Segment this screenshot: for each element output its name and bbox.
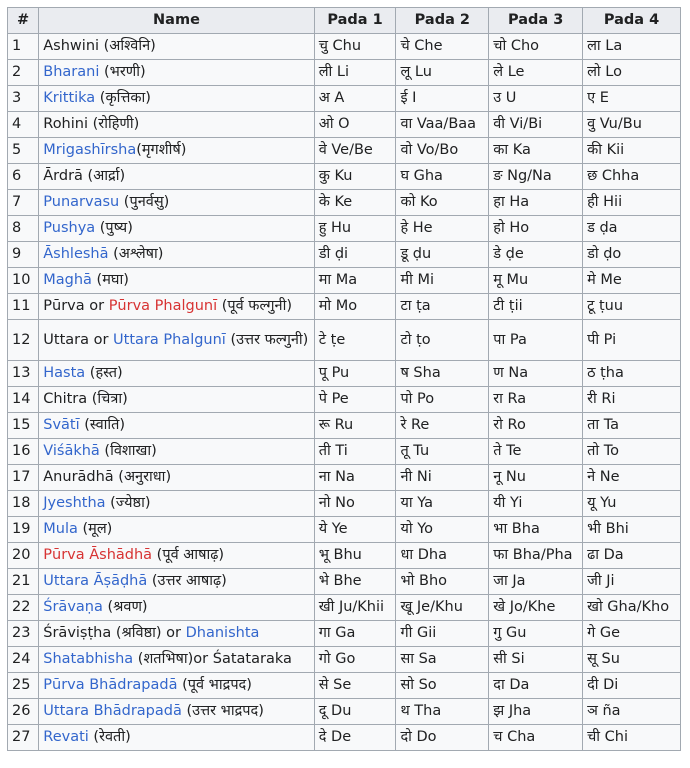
- nakshatra-name-cell: [39, 34, 314, 60]
- nakshatra-name-cell: [39, 190, 314, 216]
- table-row: [8, 647, 681, 673]
- nakshatra-link[interactable]: Viśākhā: [43, 443, 100, 459]
- nakshatra-link[interactable]: Pūrva Bhādrapadā: [43, 677, 178, 693]
- pada-2-cell: सो So: [396, 673, 489, 699]
- pada-4-cell: जी Ji: [583, 569, 681, 595]
- table-row: [8, 34, 681, 60]
- pada-3-cell: मू Mu: [489, 268, 583, 294]
- pada-1-cell: ली Li: [314, 60, 396, 86]
- pada-1-cell: मो Mo: [314, 294, 396, 320]
- nakshatra-name-cell: [39, 673, 314, 699]
- pada-3-cell: झ Jha: [489, 699, 583, 725]
- nakshatra-link[interactable]: Punarvasu: [43, 194, 120, 210]
- pada-3-cell: फा Bha/Pha: [489, 543, 583, 569]
- row-number: 2: [8, 60, 39, 86]
- pada-1-cell: वे Ve/Be: [314, 138, 396, 164]
- nakshatra-name-cell: [39, 86, 314, 112]
- pada-3-cell: ङ Ng/Na: [489, 164, 583, 190]
- nakshatra-name-cell: [39, 543, 314, 569]
- table-row: [8, 320, 681, 361]
- pada-1-cell: दू Du: [314, 699, 396, 725]
- nakshatra-link[interactable]: Uttara Phalgunī: [113, 331, 226, 348]
- pada-1-cell: ये Ye: [314, 517, 396, 543]
- nakshatra-link[interactable]: Svātī: [43, 417, 80, 433]
- nakshatra-name-cell: [39, 725, 314, 751]
- nakshatra-name-text: (पूर्व आषाढ़): [152, 547, 225, 563]
- pada-3-cell: ण Na: [489, 361, 583, 387]
- nakshatra-name-text: Ārdrā (आर्द्रा): [43, 168, 126, 184]
- table-row: [8, 491, 681, 517]
- table-body: [8, 34, 681, 751]
- pada-4-cell: गे Ge: [583, 621, 681, 647]
- nakshatra-link[interactable]: Hasta: [43, 365, 86, 381]
- nakshatra-name-text: (हस्त): [85, 365, 123, 381]
- nakshatra-name-text: (उत्तर आषाढ़): [147, 573, 227, 589]
- row-number: 20: [8, 543, 39, 569]
- pada-4-cell: सू Su: [583, 647, 681, 673]
- pada-1-cell: ती Ti: [314, 439, 396, 465]
- table-row: [8, 673, 681, 699]
- nakshatra-name-cell: [39, 569, 314, 595]
- pada-2-cell: पो Po: [396, 387, 489, 413]
- row-number: 3: [8, 86, 39, 112]
- nakshatra-link[interactable]: Dhanishta: [185, 625, 260, 641]
- pada-2-cell: लू Lu: [396, 60, 489, 86]
- row-number: 27: [8, 725, 39, 751]
- pada-1-cell: भे Bhe: [314, 569, 396, 595]
- nakshatra-name-cell: [39, 164, 314, 190]
- table-row: [8, 387, 681, 413]
- nakshatra-name-text: (श्रवण): [102, 599, 148, 615]
- pada-4-cell: ने Ne: [583, 465, 681, 491]
- nakshatra-name-text: (उत्तर फल्गुनी): [225, 331, 309, 348]
- pada-2-cell: चे Che: [396, 34, 489, 60]
- nakshatra-name-cell: [39, 699, 314, 725]
- nakshatra-name-cell: [39, 465, 314, 491]
- pada-2-cell: दो Do: [396, 725, 489, 751]
- pada-2-cell: खू Je/Khu: [396, 595, 489, 621]
- nakshatra-name-cell: [39, 320, 314, 361]
- nakshatra-name-cell: [39, 138, 314, 164]
- table-row: [8, 242, 681, 268]
- nakshatra-link[interactable]: Uttara Bhādrapadā: [43, 703, 182, 719]
- pada-4-cell: ठ ṭha: [583, 361, 681, 387]
- nakshatra-name-cell: [39, 647, 314, 673]
- pada-4-cell: ञ ña: [583, 699, 681, 725]
- nakshatra-link[interactable]: Uttara Āṣāḍhā: [43, 573, 148, 589]
- pada-3-cell: चो Cho: [489, 34, 583, 60]
- pada-3-cell: च Cha: [489, 725, 583, 751]
- nakshatra-name-text: (पूर्व भाद्रपद): [177, 677, 252, 693]
- nakshatra-name-text: Pūrva or: [43, 298, 109, 314]
- row-number: 5: [8, 138, 39, 164]
- pada-3-cell: नू Nu: [489, 465, 583, 491]
- row-number: 15: [8, 413, 39, 439]
- table-row: [8, 361, 681, 387]
- nakshatra-name-text: (मघा): [91, 272, 129, 288]
- nakshatra-name-text: Chitra (चित्रा): [43, 391, 128, 407]
- nakshatra-name-text: (भरणी): [99, 64, 146, 80]
- table-row: [8, 268, 681, 294]
- nakshatra-name-cell: [39, 294, 314, 320]
- pada-4-cell: ड ḍa: [583, 216, 681, 242]
- pada-3-cell: उ U: [489, 86, 583, 112]
- pada-4-cell: खो Gha/Kho: [583, 595, 681, 621]
- nakshatra-name-text: (पूर्व फल्गुनी): [217, 298, 293, 314]
- pada-2-cell: को Ko: [396, 190, 489, 216]
- nakshatra-name-cell: [39, 413, 314, 439]
- pada-1-cell: पे Pe: [314, 387, 396, 413]
- pada-3-cell: ते Te: [489, 439, 583, 465]
- pada-3-cell: रा Ra: [489, 387, 583, 413]
- table-row: [8, 465, 681, 491]
- pada-1-cell: गो Go: [314, 647, 396, 673]
- pada-4-cell: री Ri: [583, 387, 681, 413]
- nakshatra-name-cell: [39, 242, 314, 268]
- pada-4-cell: मे Me: [583, 268, 681, 294]
- row-number: 11: [8, 294, 39, 320]
- nakshatra-name-text: (मृगशीर्ष): [136, 142, 187, 158]
- nakshatra-redlink[interactable]: Pūrva Āshādhā: [43, 547, 153, 563]
- pada-2-cell: तू Tu: [396, 439, 489, 465]
- pada-3-cell: हो Ho: [489, 216, 583, 242]
- pada-2-cell: सा Sa: [396, 647, 489, 673]
- nakshatra-pada-table: [7, 7, 681, 751]
- header-pada-3[interactable]: Pada 3: [489, 8, 583, 34]
- pada-2-cell: वो Vo/Bo: [396, 138, 489, 164]
- header-pada-4[interactable]: Pada 4: [583, 8, 681, 34]
- row-number: 1: [8, 34, 39, 60]
- nakshatra-name-cell: [39, 112, 314, 138]
- row-number: 19: [8, 517, 39, 543]
- pada-2-cell: ई I: [396, 86, 489, 112]
- nakshatra-link[interactable]: Mula: [43, 521, 78, 537]
- nakshatra-name-text: Anurādhā (अनुराधा): [43, 469, 172, 485]
- pada-3-cell: हा Ha: [489, 190, 583, 216]
- header-number[interactable]: #: [8, 8, 39, 34]
- table-row: [8, 439, 681, 465]
- table-row: [8, 294, 681, 320]
- row-number: 9: [8, 242, 39, 268]
- pada-4-cell: तो To: [583, 439, 681, 465]
- nakshatra-name-text: (स्वाति): [79, 417, 126, 433]
- pada-1-cell: हु Hu: [314, 216, 396, 242]
- pada-2-cell: यो Yo: [396, 517, 489, 543]
- pada-2-cell: ष Sha: [396, 361, 489, 387]
- pada-1-cell: मा Ma: [314, 268, 396, 294]
- nakshatra-name-text: (शतभिषा)or Śatataraka: [133, 651, 292, 667]
- pada-4-cell: वु Vu/Bu: [583, 112, 681, 138]
- nakshatra-name-cell: [39, 439, 314, 465]
- table-row: [8, 595, 681, 621]
- table-row: [8, 699, 681, 725]
- pada-3-cell: खे Jo/Khe: [489, 595, 583, 621]
- table-row: [8, 112, 681, 138]
- table-row: [8, 621, 681, 647]
- row-number: 4: [8, 112, 39, 138]
- nakshatra-link[interactable]: Revati: [43, 729, 89, 745]
- row-number: 12: [8, 320, 39, 361]
- pada-4-cell: डो ḍo: [583, 242, 681, 268]
- pada-4-cell: पी Pi: [583, 320, 681, 361]
- pada-3-cell: वी Vi/Bi: [489, 112, 583, 138]
- row-number: 26: [8, 699, 39, 725]
- pada-1-cell: नो No: [314, 491, 396, 517]
- pada-1-cell: भू Bhu: [314, 543, 396, 569]
- nakshatra-name-text: (उत्तर भाद्रपद): [181, 703, 264, 719]
- pada-2-cell: थ Tha: [396, 699, 489, 725]
- row-number: 21: [8, 569, 39, 595]
- pada-3-cell: रो Ro: [489, 413, 583, 439]
- table-row: [8, 569, 681, 595]
- row-number: 14: [8, 387, 39, 413]
- pada-2-cell: रे Re: [396, 413, 489, 439]
- table-row: [8, 164, 681, 190]
- pada-3-cell: गु Gu: [489, 621, 583, 647]
- pada-4-cell: यू Yu: [583, 491, 681, 517]
- pada-2-cell: मी Mi: [396, 268, 489, 294]
- row-number: 13: [8, 361, 39, 387]
- pada-1-cell: ओ O: [314, 112, 396, 138]
- header-pada-2[interactable]: Pada 2: [396, 8, 489, 34]
- pada-2-cell: हे He: [396, 216, 489, 242]
- pada-1-cell: चु Chu: [314, 34, 396, 60]
- pada-1-cell: रू Ru: [314, 413, 396, 439]
- pada-1-cell: टे ṭe: [314, 320, 396, 361]
- pada-3-cell: टी ṭii: [489, 294, 583, 320]
- pada-4-cell: की Kii: [583, 138, 681, 164]
- row-number: 16: [8, 439, 39, 465]
- nakshatra-name-cell: [39, 595, 314, 621]
- row-number: 8: [8, 216, 39, 242]
- table-header-row: [8, 8, 681, 34]
- pada-2-cell: धा Dha: [396, 543, 489, 569]
- pada-4-cell: ही Hii: [583, 190, 681, 216]
- pada-3-cell: पा Pa: [489, 320, 583, 361]
- row-number: 7: [8, 190, 39, 216]
- nakshatra-link[interactable]: Pushya: [43, 220, 96, 236]
- nakshatra-link[interactable]: Krittika: [43, 90, 96, 106]
- pada-1-cell: कु Ku: [314, 164, 396, 190]
- pada-3-cell: भा Bha: [489, 517, 583, 543]
- nakshatra-name-text: (अश्लेषा): [108, 246, 164, 262]
- nakshatra-name-cell: [39, 268, 314, 294]
- nakshatra-name-text: Ashwini (अश्विनि): [43, 38, 156, 54]
- pada-4-cell: टू ṭuu: [583, 294, 681, 320]
- nakshatra-name-cell: [39, 621, 314, 647]
- nakshatra-name-text: Uttara or: [43, 331, 114, 348]
- pada-2-cell: भो Bho: [396, 569, 489, 595]
- pada-2-cell: नी Ni: [396, 465, 489, 491]
- row-number: 17: [8, 465, 39, 491]
- pada-1-cell: अ A: [314, 86, 396, 112]
- nakshatra-link[interactable]: Śrāvaṇa: [43, 599, 103, 615]
- pada-4-cell: ची Chi: [583, 725, 681, 751]
- nakshatra-name-text: (रेवती): [88, 729, 131, 745]
- pada-2-cell: टो ṭo: [396, 320, 489, 361]
- table-row: [8, 543, 681, 569]
- nakshatra-link[interactable]: Shatabhisha: [43, 651, 134, 667]
- row-number: 6: [8, 164, 39, 190]
- pada-4-cell: दी Di: [583, 673, 681, 699]
- pada-2-cell: डू ḍu: [396, 242, 489, 268]
- nakshatra-name-text: Rohini (रोहिणी): [43, 116, 140, 132]
- nakshatra-name-cell: [39, 60, 314, 86]
- nakshatra-link[interactable]: Jyeshtha: [43, 495, 106, 511]
- pada-3-cell: डे ḍe: [489, 242, 583, 268]
- table-row: [8, 413, 681, 439]
- nakshatra-name-text: Śrāviṣṭha (श्रविष्ठा) or: [43, 625, 186, 641]
- nakshatra-link[interactable]: Āshleshā: [43, 246, 109, 262]
- nakshatra-link[interactable]: Maghā: [43, 272, 92, 288]
- nakshatra-name-text: (ज्येष्ठा): [105, 495, 151, 511]
- table-row: [8, 725, 681, 751]
- table-row: [8, 517, 681, 543]
- pada-1-cell: के Ke: [314, 190, 396, 216]
- row-number: 10: [8, 268, 39, 294]
- pada-2-cell: घ Gha: [396, 164, 489, 190]
- nakshatra-link[interactable]: Bharani: [43, 64, 100, 80]
- nakshatra-name-cell: [39, 387, 314, 413]
- header-name[interactable]: Name: [39, 8, 314, 34]
- pada-3-cell: ले Le: [489, 60, 583, 86]
- row-number: 22: [8, 595, 39, 621]
- table-row: [8, 216, 681, 242]
- pada-4-cell: छ Chha: [583, 164, 681, 190]
- pada-3-cell: यी Yi: [489, 491, 583, 517]
- table-row: [8, 190, 681, 216]
- pada-3-cell: सी Si: [489, 647, 583, 673]
- pada-2-cell: टा ṭa: [396, 294, 489, 320]
- row-number: 18: [8, 491, 39, 517]
- pada-2-cell: गी Gii: [396, 621, 489, 647]
- row-number: 25: [8, 673, 39, 699]
- nakshatra-name-text: (विशाखा): [99, 443, 157, 459]
- nakshatra-name-cell: [39, 216, 314, 242]
- pada-1-cell: गा Ga: [314, 621, 396, 647]
- pada-1-cell: ना Na: [314, 465, 396, 491]
- header-pada-1[interactable]: Pada 1: [314, 8, 396, 34]
- row-number: 23: [8, 621, 39, 647]
- table-row: [8, 138, 681, 164]
- nakshatra-name-cell: [39, 491, 314, 517]
- row-number: 24: [8, 647, 39, 673]
- nakshatra-link[interactable]: Mrigashīrsha: [43, 142, 137, 158]
- pada-1-cell: पू Pu: [314, 361, 396, 387]
- nakshatra-name-cell: [39, 517, 314, 543]
- pada-1-cell: खी Ju/Khii: [314, 595, 396, 621]
- pada-2-cell: या Ya: [396, 491, 489, 517]
- table-row: [8, 60, 681, 86]
- nakshatra-name-cell: [39, 361, 314, 387]
- pada-3-cell: जा Ja: [489, 569, 583, 595]
- nakshatra-name-text: (पुष्य): [95, 220, 133, 236]
- pada-2-cell: वा Vaa/Baa: [396, 112, 489, 138]
- pada-4-cell: ता Ta: [583, 413, 681, 439]
- pada-1-cell: डी ḍi: [314, 242, 396, 268]
- nakshatra-name-text: (कृत्तिका): [95, 90, 151, 106]
- pada-3-cell: का Ka: [489, 138, 583, 164]
- pada-3-cell: दा Da: [489, 673, 583, 699]
- pada-4-cell: भी Bhi: [583, 517, 681, 543]
- pada-1-cell: दे De: [314, 725, 396, 751]
- pada-1-cell: से Se: [314, 673, 396, 699]
- nakshatra-name-text: (मूल): [77, 521, 113, 537]
- nakshatra-name-text: (पुनर्वसु): [119, 194, 170, 210]
- pada-4-cell: ढा Da: [583, 543, 681, 569]
- table-row: [8, 86, 681, 112]
- pada-4-cell: ए E: [583, 86, 681, 112]
- nakshatra-redlink[interactable]: Pūrva Phalgunī: [108, 298, 218, 314]
- pada-4-cell: लो Lo: [583, 60, 681, 86]
- pada-4-cell: ला La: [583, 34, 681, 60]
